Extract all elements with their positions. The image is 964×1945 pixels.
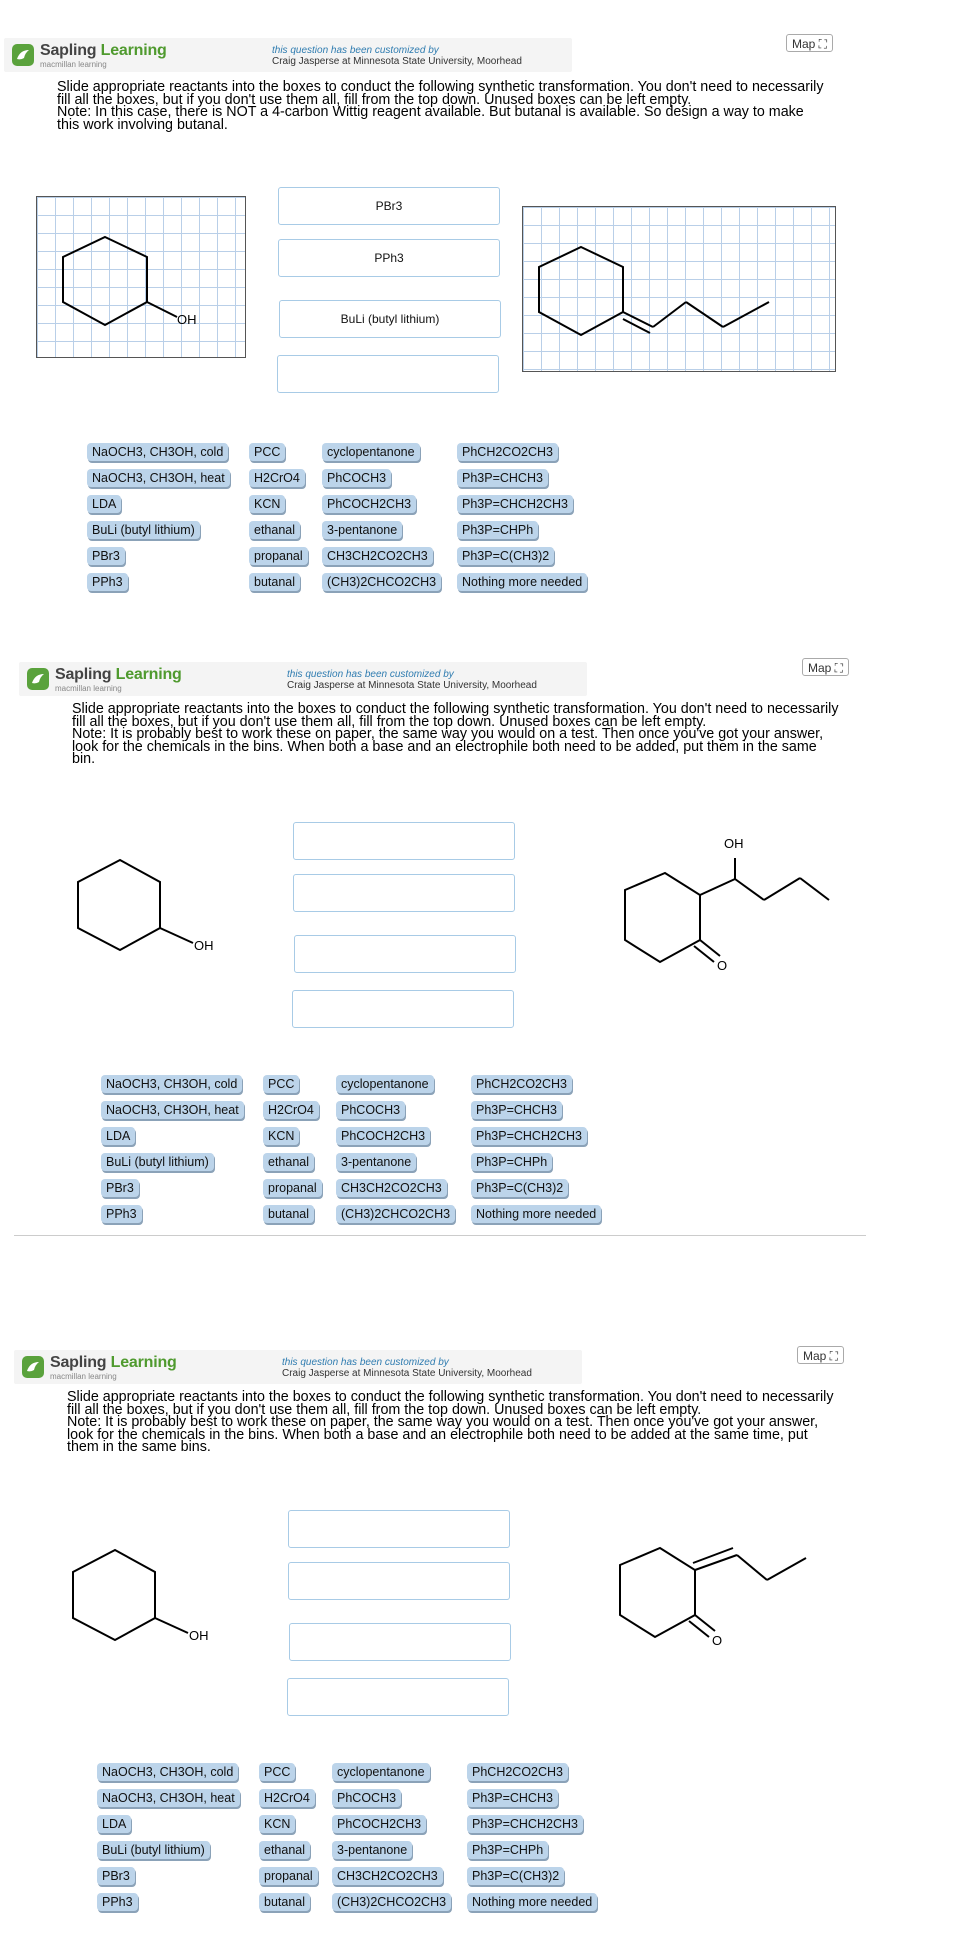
instructions: Slide appropriate reactants into the boxes to conduct the following synthetic transformation. You don't need to necessarily fill all the boxes, but if you don't use them all, fill from the top down. Unused boxes can be left empty. Note: In this case, there is NOT a 4-carbon Wittig reagent available. But butanal is available. So design a way to make this work involving butanal. bbox=[57, 79, 824, 133]
reagent-chip[interactable]: (CH3)2CHCO2CH3 bbox=[322, 573, 441, 591]
reagent-chip[interactable]: (CH3)2CHCO2CH3 bbox=[332, 1893, 451, 1911]
cyclohexanol-structure bbox=[60, 850, 260, 980]
reagent-chip[interactable]: PPh3 bbox=[101, 1205, 142, 1223]
reagent-box-1[interactable]: PBr3 bbox=[278, 187, 500, 225]
reagent-chip[interactable]: BuLi (butyl lithium) bbox=[87, 521, 200, 539]
instructions: Slide appropriate reactants into the boxes to conduct the following synthetic transformation. You don't need to necessarily fill all the boxes, but if you don't use them all, fill from the top down. Unused boxes can be left empty. Note: It is probably best to work these on paper, the same way you would on a test. Then once you've got your answer, look for the chemicals in the bins. When both a base and an electrophile both need to be added, put them in the same bin. bbox=[72, 701, 839, 767]
reagent-chip[interactable]: PhCH2CO2CH3 bbox=[457, 443, 558, 461]
reagent-box-4[interactable] bbox=[287, 1678, 509, 1716]
brand-name: Sapling Learning bbox=[40, 42, 167, 59]
map-button[interactable]: Map ⛶ bbox=[802, 658, 849, 676]
question-1 bbox=[0, 0, 964, 610]
reagent-chip[interactable]: PhCOCH3 bbox=[336, 1101, 405, 1119]
header-bar bbox=[19, 662, 587, 696]
header-bar bbox=[14, 1350, 582, 1384]
reagent-chip[interactable]: NaOCH3, CH3OH, cold bbox=[97, 1763, 238, 1781]
reagent-box-3[interactable] bbox=[294, 935, 516, 973]
map-button[interactable]: Map ⛶ bbox=[797, 1346, 844, 1364]
reagent-chip[interactable]: CH3CH2CO2CH3 bbox=[336, 1179, 447, 1197]
reagent-chip[interactable]: cyclopentanone bbox=[322, 443, 420, 461]
reagent-chip[interactable]: cyclopentanone bbox=[336, 1075, 434, 1093]
reagent-chip[interactable]: butanal bbox=[259, 1893, 310, 1911]
brand-name: Sapling Learning bbox=[50, 1354, 177, 1371]
reagent-chip[interactable]: NaOCH3, CH3OH, cold bbox=[87, 443, 228, 461]
reagent-box-3[interactable]: BuLi (butyl lithium) bbox=[279, 300, 501, 338]
reagent-chip[interactable]: Ph3P=CHCH3 bbox=[467, 1789, 558, 1807]
reagent-box-2[interactable] bbox=[288, 1562, 510, 1600]
reagent-chip[interactable]: Ph3P=C(CH3)2 bbox=[471, 1179, 568, 1197]
customized-by: this question has been customized by bbox=[272, 45, 439, 56]
reagent-chip[interactable]: PBr3 bbox=[101, 1179, 139, 1197]
reagent-chip[interactable]: 3-pentanone bbox=[336, 1153, 416, 1171]
brand-sub: macmillan learning bbox=[50, 1372, 117, 1381]
reagent-chip[interactable]: PBr3 bbox=[97, 1867, 135, 1885]
reagent-chip[interactable]: Ph3P=CHPh bbox=[471, 1153, 552, 1171]
reagent-chip[interactable]: Ph3P=CHCH2CH3 bbox=[467, 1815, 583, 1833]
reagent-chip[interactable]: Ph3P=CHPh bbox=[457, 521, 538, 539]
reagent-chip[interactable]: Nothing more needed bbox=[457, 573, 587, 591]
reagent-chip[interactable]: CH3CH2CO2CH3 bbox=[332, 1867, 443, 1885]
reagent-box-2[interactable] bbox=[293, 874, 515, 912]
customized-author: Craig Jasperse at Minnesota State University, Moorhead bbox=[272, 56, 522, 67]
reagent-chip[interactable]: LDA bbox=[87, 495, 121, 513]
reagent-chip[interactable]: PhCOCH2CH3 bbox=[322, 495, 416, 513]
reagent-chip[interactable]: H2CrO4 bbox=[263, 1101, 319, 1119]
brand-sub: macmillan learning bbox=[40, 60, 107, 69]
reagent-chip[interactable]: PCC bbox=[263, 1075, 299, 1093]
reagent-chip[interactable]: KCN bbox=[263, 1127, 299, 1145]
reagent-chip[interactable]: Ph3P=CHCH2CH3 bbox=[471, 1127, 587, 1145]
carbonyl-o-label: O bbox=[712, 1633, 723, 1648]
reagent-chip[interactable]: H2CrO4 bbox=[249, 469, 305, 487]
reagent-chip[interactable]: PhCOCH2CH3 bbox=[332, 1815, 426, 1833]
header-bar bbox=[4, 38, 572, 72]
reagent-box-4[interactable] bbox=[277, 355, 499, 393]
reagent-chip[interactable]: ethanal bbox=[259, 1841, 310, 1859]
reagent-box-3[interactable] bbox=[289, 1623, 511, 1661]
reagent-chip[interactable]: 3-pentanone bbox=[322, 521, 402, 539]
oh-label: OH bbox=[194, 938, 214, 953]
reagent-chip[interactable]: PBr3 bbox=[87, 547, 125, 565]
reagent-chip[interactable]: Nothing more needed bbox=[467, 1893, 597, 1911]
reagent-chip[interactable]: Ph3P=CHCH3 bbox=[471, 1101, 562, 1119]
reagent-chip[interactable]: H2CrO4 bbox=[259, 1789, 315, 1807]
product-structure bbox=[580, 836, 820, 980]
reagent-chip[interactable]: Ph3P=CHPh bbox=[467, 1841, 548, 1859]
oh-label: OH bbox=[724, 836, 744, 851]
reagent-chip[interactable]: PhCOCH2CH3 bbox=[336, 1127, 430, 1145]
reagent-chip[interactable]: Ph3P=CHCH2CH3 bbox=[457, 495, 573, 513]
reagent-chip[interactable]: PhCH2CO2CH3 bbox=[471, 1075, 572, 1093]
reagent-chip[interactable]: propanal bbox=[263, 1179, 322, 1197]
sapling-logo-icon bbox=[27, 668, 49, 690]
brand-sub: macmillan learning bbox=[55, 684, 122, 693]
reagent-chip[interactable]: propanal bbox=[259, 1867, 318, 1885]
reagent-chip[interactable]: CH3CH2CO2CH3 bbox=[322, 547, 433, 565]
cyclohexanol-structure bbox=[37, 197, 247, 359]
reagent-chip[interactable]: Ph3P=CHCH3 bbox=[457, 469, 548, 487]
reagent-chip[interactable]: ethanal bbox=[249, 521, 300, 539]
cyclohexanol-structure bbox=[55, 1540, 255, 1670]
reagent-chip[interactable]: NaOCH3, CH3OH, heat bbox=[101, 1101, 244, 1119]
reagent-chip[interactable]: PhCOCH3 bbox=[322, 469, 391, 487]
starting-material-canvas bbox=[36, 196, 246, 358]
reagent-chip[interactable]: LDA bbox=[97, 1815, 131, 1833]
carbonyl-o-label: O bbox=[717, 958, 728, 973]
customized-by: this question has been customized by bbox=[287, 669, 454, 680]
reagent-chip[interactable]: KCN bbox=[249, 495, 285, 513]
reagent-chip[interactable]: Ph3P=C(CH3)2 bbox=[467, 1867, 564, 1885]
reagent-box-4[interactable] bbox=[292, 990, 514, 1028]
page-separator bbox=[14, 1235, 866, 1236]
reagent-chip[interactable]: PCC bbox=[259, 1763, 295, 1781]
reagent-chip[interactable]: BuLi (butyl lithium) bbox=[101, 1153, 214, 1171]
reagent-chip[interactable]: PPh3 bbox=[97, 1893, 138, 1911]
reagent-chip[interactable]: butanal bbox=[249, 573, 300, 591]
reagent-box-1[interactable] bbox=[288, 1510, 510, 1548]
sapling-logo-icon bbox=[12, 44, 34, 66]
brand-name: Sapling Learning bbox=[55, 666, 182, 683]
sapling-logo-icon bbox=[22, 1356, 44, 1378]
product-structure bbox=[523, 207, 837, 373]
reagent-box-2[interactable]: PPh3 bbox=[278, 239, 500, 277]
map-button[interactable]: Map ⛶ bbox=[786, 34, 833, 52]
reagent-chip[interactable]: PhCOCH3 bbox=[332, 1789, 401, 1807]
reagent-chip[interactable]: NaOCH3, CH3OH, heat bbox=[97, 1789, 240, 1807]
reagent-chip[interactable]: PhCH2CO2CH3 bbox=[467, 1763, 568, 1781]
reagent-chip[interactable]: PPh3 bbox=[87, 573, 128, 591]
customized-by: this question has been customized by bbox=[282, 1357, 449, 1368]
reagent-chip[interactable]: ethanal bbox=[263, 1153, 314, 1171]
reagent-chip[interactable]: cyclopentanone bbox=[332, 1763, 430, 1781]
reagent-chip[interactable]: Nothing more needed bbox=[471, 1205, 601, 1223]
oh-label: OH bbox=[177, 312, 197, 327]
product-canvas bbox=[522, 206, 836, 372]
reagent-chip[interactable]: BuLi (butyl lithium) bbox=[97, 1841, 210, 1859]
oh-label: OH bbox=[189, 1628, 209, 1643]
reagent-box-1[interactable] bbox=[293, 822, 515, 860]
reagent-chip[interactable]: KCN bbox=[259, 1815, 295, 1833]
reagent-chip[interactable]: 3-pentanone bbox=[332, 1841, 412, 1859]
reagent-chip[interactable]: Ph3P=C(CH3)2 bbox=[457, 547, 554, 565]
reagent-chip[interactable]: LDA bbox=[101, 1127, 135, 1145]
reagent-chip[interactable]: (CH3)2CHCO2CH3 bbox=[336, 1205, 455, 1223]
customized-author: Craig Jasperse at Minnesota State University, Moorhead bbox=[282, 1368, 532, 1379]
reagent-chip[interactable]: NaOCH3, CH3OH, heat bbox=[87, 469, 230, 487]
reagent-chip[interactable]: propanal bbox=[249, 547, 308, 565]
reagent-chip[interactable]: NaOCH3, CH3OH, cold bbox=[101, 1075, 242, 1093]
reagent-chip[interactable]: butanal bbox=[263, 1205, 314, 1223]
product-structure bbox=[575, 1535, 815, 1655]
reagent-chip[interactable]: PCC bbox=[249, 443, 285, 461]
instructions: Slide appropriate reactants into the boxes to conduct the following synthetic transformation. You don't need to necessarily fill all the boxes, but if you don't use them all, fill from the top down. Unused boxes can be left empty. Note: It is probably best to work these on paper, the same way you would on a test. Then once you've got your answer, look for the chemicals in the bins. When both a base and an electrophile both need to be added at the same time, put them in the same bins. bbox=[67, 1389, 834, 1455]
customized-author: Craig Jasperse at Minnesota State University, Moorhead bbox=[287, 680, 537, 691]
